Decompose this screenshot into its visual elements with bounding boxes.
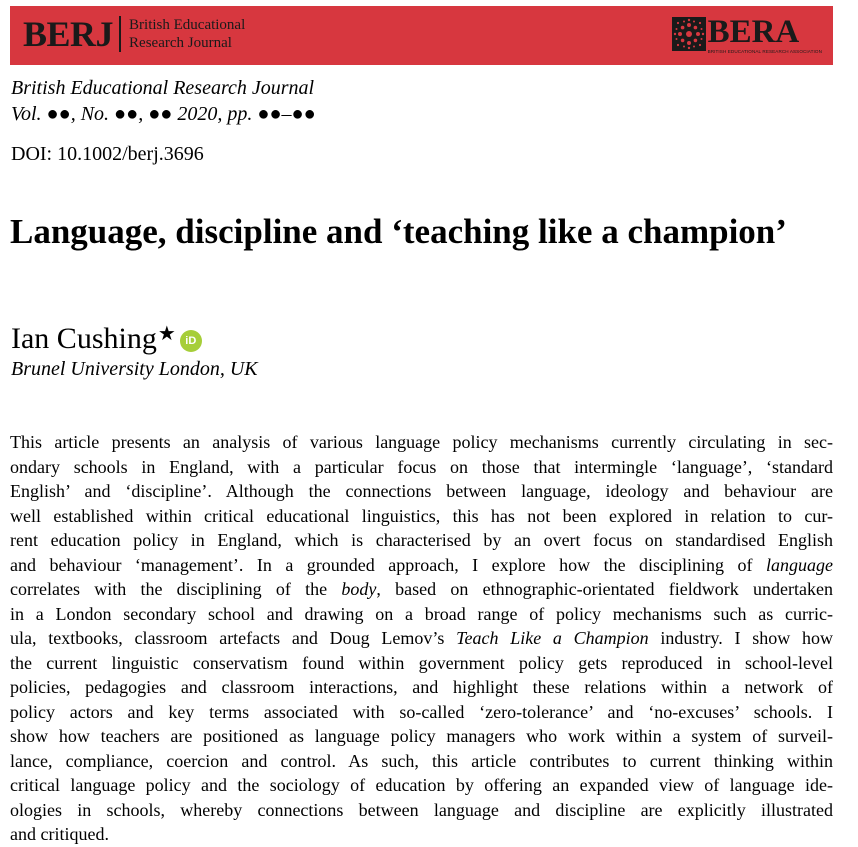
abstract-line: [10, 675, 833, 700]
abstract-text: industry. I show how: [648, 628, 833, 648]
abstract-line: [10, 504, 833, 529]
abstract-text: in a London secondary school and drawing on a broad range of policy mechanisms such as curric-: [10, 603, 833, 624]
abstract-text: and critiqued.: [10, 824, 109, 844]
abstract-line: [10, 773, 833, 798]
abstract-text: ondary schools in England, with a particular focus on those that intermingle ‘language’, ‘standard: [10, 456, 833, 477]
abstract-line: [10, 798, 833, 823]
abstract-italic-text: Teach Like a Champion: [456, 628, 649, 648]
abstract-line: [10, 724, 833, 749]
abstract-text: ula, textbooks, classroom artefacts and Doug Lemov’s: [10, 628, 457, 648]
abstract-text: This article presents an analysis of various language policy mechanisms currently circulating in sec-: [10, 432, 833, 452]
abstract-line: [10, 553, 833, 578]
abstract-line: [10, 577, 833, 602]
abstract-text: the current linguistic conservatism found within government policy gets reproduced in school-level: [10, 652, 833, 673]
abstract-line: [10, 749, 833, 774]
abstract-italic-text: body: [341, 579, 377, 599]
abstract-text: show how teachers are positioned as language policy managers who work within a system of surveil-: [10, 726, 833, 746]
abstract-line: [10, 455, 833, 480]
abstract-line: [10, 651, 833, 676]
abstract-text: ologies in schools, whereby connections between language and discipline are explicitly illustrated: [10, 799, 833, 820]
author-line: [11, 321, 202, 357]
doi-link[interactable]: DOI: 10.1002/berj.3696: [11, 143, 204, 165]
author-name[interactable]: Ian Cushing: [11, 322, 157, 355]
berj-journal-name: [129, 16, 245, 52]
berj-logo-mark: BERJ: [23, 14, 114, 54]
abstract-italic-text: language: [766, 554, 833, 575]
journal-header-band: [10, 6, 833, 65]
abstract-text: lance, compliance, coercion and control. As such, this article contributes to current thinking within: [10, 750, 833, 771]
abstract-text: English’ and ‘discipline’. Although the connections between language, ideology and behaviour are: [10, 481, 833, 501]
abstract-text: rent education policy in England, which is characterised by an overt focus on standardised English: [10, 530, 833, 550]
article-title: Language, discipline and ‘teaching like a champion’: [10, 212, 787, 251]
author-affiliation: Brunel University London, UK: [11, 358, 258, 380]
abstract-text: policies, pedagogies and classroom interactions, and highlight these relations within a network of: [10, 677, 833, 697]
abstract-text: critical language policy and the sociology of education by offering an expanded view of language ide-: [10, 775, 833, 795]
abstract-line: [10, 626, 833, 651]
journal-name-line-1: British Educational: [129, 17, 246, 33]
corresponding-author-star-icon[interactable]: ★: [157, 323, 176, 345]
abstract-line: [10, 528, 833, 553]
journal-name-line-2: Research Journal: [129, 35, 232, 51]
logo-divider: [119, 16, 121, 52]
berj-logo[interactable]: [23, 14, 245, 54]
abstract: [10, 430, 833, 847]
abstract-line: [10, 479, 833, 504]
abstract-line: [10, 430, 833, 455]
abstract-line: [10, 700, 833, 725]
abstract-line: [10, 822, 833, 847]
abstract-text: well established within critical educational linguistics, this has not been explored in relation to cur-: [10, 505, 833, 526]
abstract-text: correlates with the disciplining of the: [10, 579, 342, 599]
abstract-line: [10, 602, 833, 627]
volume-line: Vol. ●●, No. ●●, ●● 2020, pp. ●●–●●: [11, 103, 316, 125]
abstract-text: policy actors and key terms associated with so-called ‘zero-tolerance’ and ‘no-excuses’ schools. I: [10, 701, 833, 722]
bera-association-name: BRITISH EDUCATIONAL RESEARCH ASSOCIATION: [707, 49, 822, 54]
journal-citation: British Educational Research Journal: [11, 77, 315, 99]
orcid-icon[interactable]: iD: [180, 330, 202, 352]
bera-emblem-icon: [672, 17, 706, 51]
abstract-text: and behaviour ‘management’. In a grounded approach, I explore how the disciplining of: [10, 554, 766, 575]
bera-logo-mark: BERA: [707, 14, 800, 50]
bera-logo[interactable]: [672, 15, 822, 55]
abstract-text: , based on ethnographic-orientated fieldwork undertaken: [376, 579, 833, 599]
